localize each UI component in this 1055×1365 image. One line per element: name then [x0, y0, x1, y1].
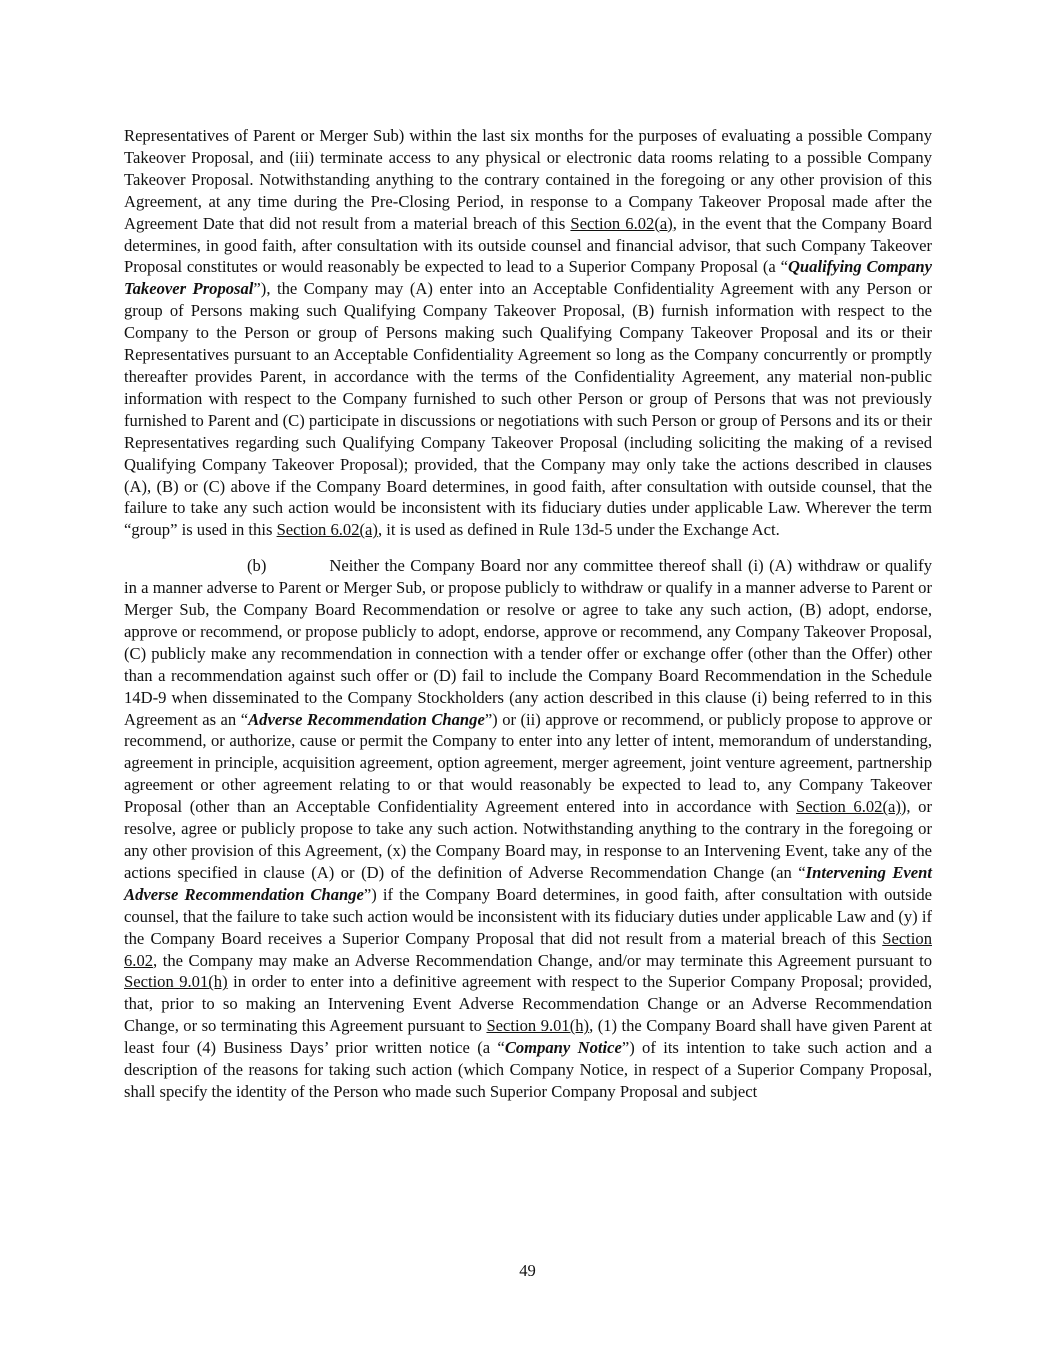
page-number: 49	[519, 1261, 536, 1280]
defined-term-company-notice: Company Notice	[504, 1038, 622, 1058]
defined-term-adverse-recommendation-change: Adverse Recommendation Change	[248, 709, 485, 729]
section-ref-6-02a: Section 6.02(a)	[276, 520, 378, 540]
section-ref-6-02a: Section 6.02(a)	[570, 213, 673, 233]
paragraph-b: (b) Neither the Company Board nor any committee thereof shall (i) (A) withdraw or qualify in a manner adverse to Parent or Merger Sub, or propose publicly to withdraw or qualify in a manner adverse to Parent or Merger Sub, the Company Board Recommendation or resolve or agree to take any such action, (B) adopt, endorse, approve or recommend, or propose publicly to adopt, endorse, approve or recommend, any Company Takeover Proposal, (C) publicly make any recommendation in connection with a tender offer or exchange offer (other than the Offer) other than a recommendation against such offer or (D) fail to include the Company Board Recommendation in the Schedule 14D-9 when disseminated to the Company Stockholders (any action described in this clause (i) being referred to in this Agreement as an “Adverse Recommendation Change”) or (ii) approve or recommend, or publicly propose to approve or recommend, or authorize, cause or permit the Company to enter into any letter of intent, memorandum of understanding, agreement in principle, acquisition agreement, option agreement, merger agreement, joint venture agreement, partnership agreement or other agreement relating to or that would reasonably be expected to lead to, any Company Takeover Proposal (other than an Acceptable Confidentiality Agreement entered into in accordance with Section 6.02(a)), or resolve, agree or publicly propose to take any such action. Notwithstanding anything to the contrary in the foregoing or any other provision of this Agreement, (x) the Company Board may, in response to an Intervening Event, take any of the actions specified in clause (A) or (D) of the definition of Adverse Recommendation Change (an “Intervening Event Adverse Recommendation Change”) if the Company Board determines, in good faith, after consultation with outside counsel, that the failure to take such action would be inconsistent with its fiduciary duties under applicable Law and (y) if the Company Board receives a Superior Company Proposal that did not result from a material breach of this Section 6.02, the Company may make an Adverse Recommendation Change, and/or may terminate this Agreement pursuant to Section 9.01(h) in order to enter into a definitive agreement with respect to the Superior Company Proposal; provided, that, prior to so making an Intervening Event Adverse Recommendation Change or an Adverse Recommendation Change, or so terminating this Agreement pursuant to Section 9.01(h), (1) the Company Board shall have given Parent at least four (4) Business Days’ prior written notice (a “Company Notice”) of its intention to take such action and a description of the reasons for taking such action (which Company Notice, in respect of a Superior Company Proposal, shall specify the identity of the Person who made such Superior Company Proposal and subject	[124, 556, 933, 1101]
section-ref-9-01h: Section 9.01(h)	[486, 1016, 590, 1036]
section-ref-9-01h: Section 9.01(h)	[124, 972, 228, 992]
defined-term-intervening-event-adverse-recommendation-change: Intervening Event Adverse Recommendation Change	[124, 862, 933, 904]
defined-term-qualifying-company-takeover-proposal: Qualifying Company Takeover Proposal	[124, 257, 932, 299]
clause-label-b: (b)	[247, 556, 267, 576]
section-ref-6-02a: Section 6.02(a)	[796, 797, 901, 817]
section-ref-6-02: Section 6.02	[124, 928, 932, 970]
document-page	[124, 125, 932, 1103]
paragraph-a-continuation: Representatives of Parent or Merger Sub) within the last six months for the purposes of evaluating a possible Company Takeover Proposal, and (iii) terminate access to any physical or electronic data rooms relating to a possible Company Takeover Proposal. Notwithstanding anything to the contrary contained in the foregoing or any other provision of this Agreement, at any time during the Pre-Closing Period, in response to a Company Takeover Proposal made after the Agreement Date that did not result from a material breach of this Section 6.02(a), in the event that the Company Board determines, in good faith, after consultation with its outside counsel and financial advisor, that such Company Takeover Proposal constitutes or would reasonably be expected to lead to a Superior Company Proposal (a “Qualifying Company Takeover Proposal”), the Company may (A) enter into an Acceptable Confidentiality Agreement with any Person or group of Persons making such Qualifying Company Takeover Proposal, (B) furnish information with respect to the Company to the Person or group of Persons making such Qualifying Company Takeover Proposal and its or their Representatives pursuant to an Acceptable Confidentiality Agreement so long as the Company concurrently or promptly thereafter provides Parent, in accordance with the terms of the Confidentiality Agreement, any material non-public information with respect to the Company furnished to such other Person or group of Persons that was not previously furnished to Parent and (C) participate in discussions or negotiations with such Person or group of Persons and its or their Representatives regarding such Qualifying Company Takeover Proposal (including soliciting the making of a revised Qualifying Company Takeover Proposal); provided, that the Company may only take the actions described in clauses (A), (B) or (C) above if the Company Board determines, in good faith, after consultation with outside counsel, that the failure to take any such action would be inconsistent with its fiduciary duties under applicable Law. Wherever the term “group” is used in this Section 6.02(a), it is used as defined in Rule 13d-5 under the Exchange Act.	[124, 126, 933, 540]
